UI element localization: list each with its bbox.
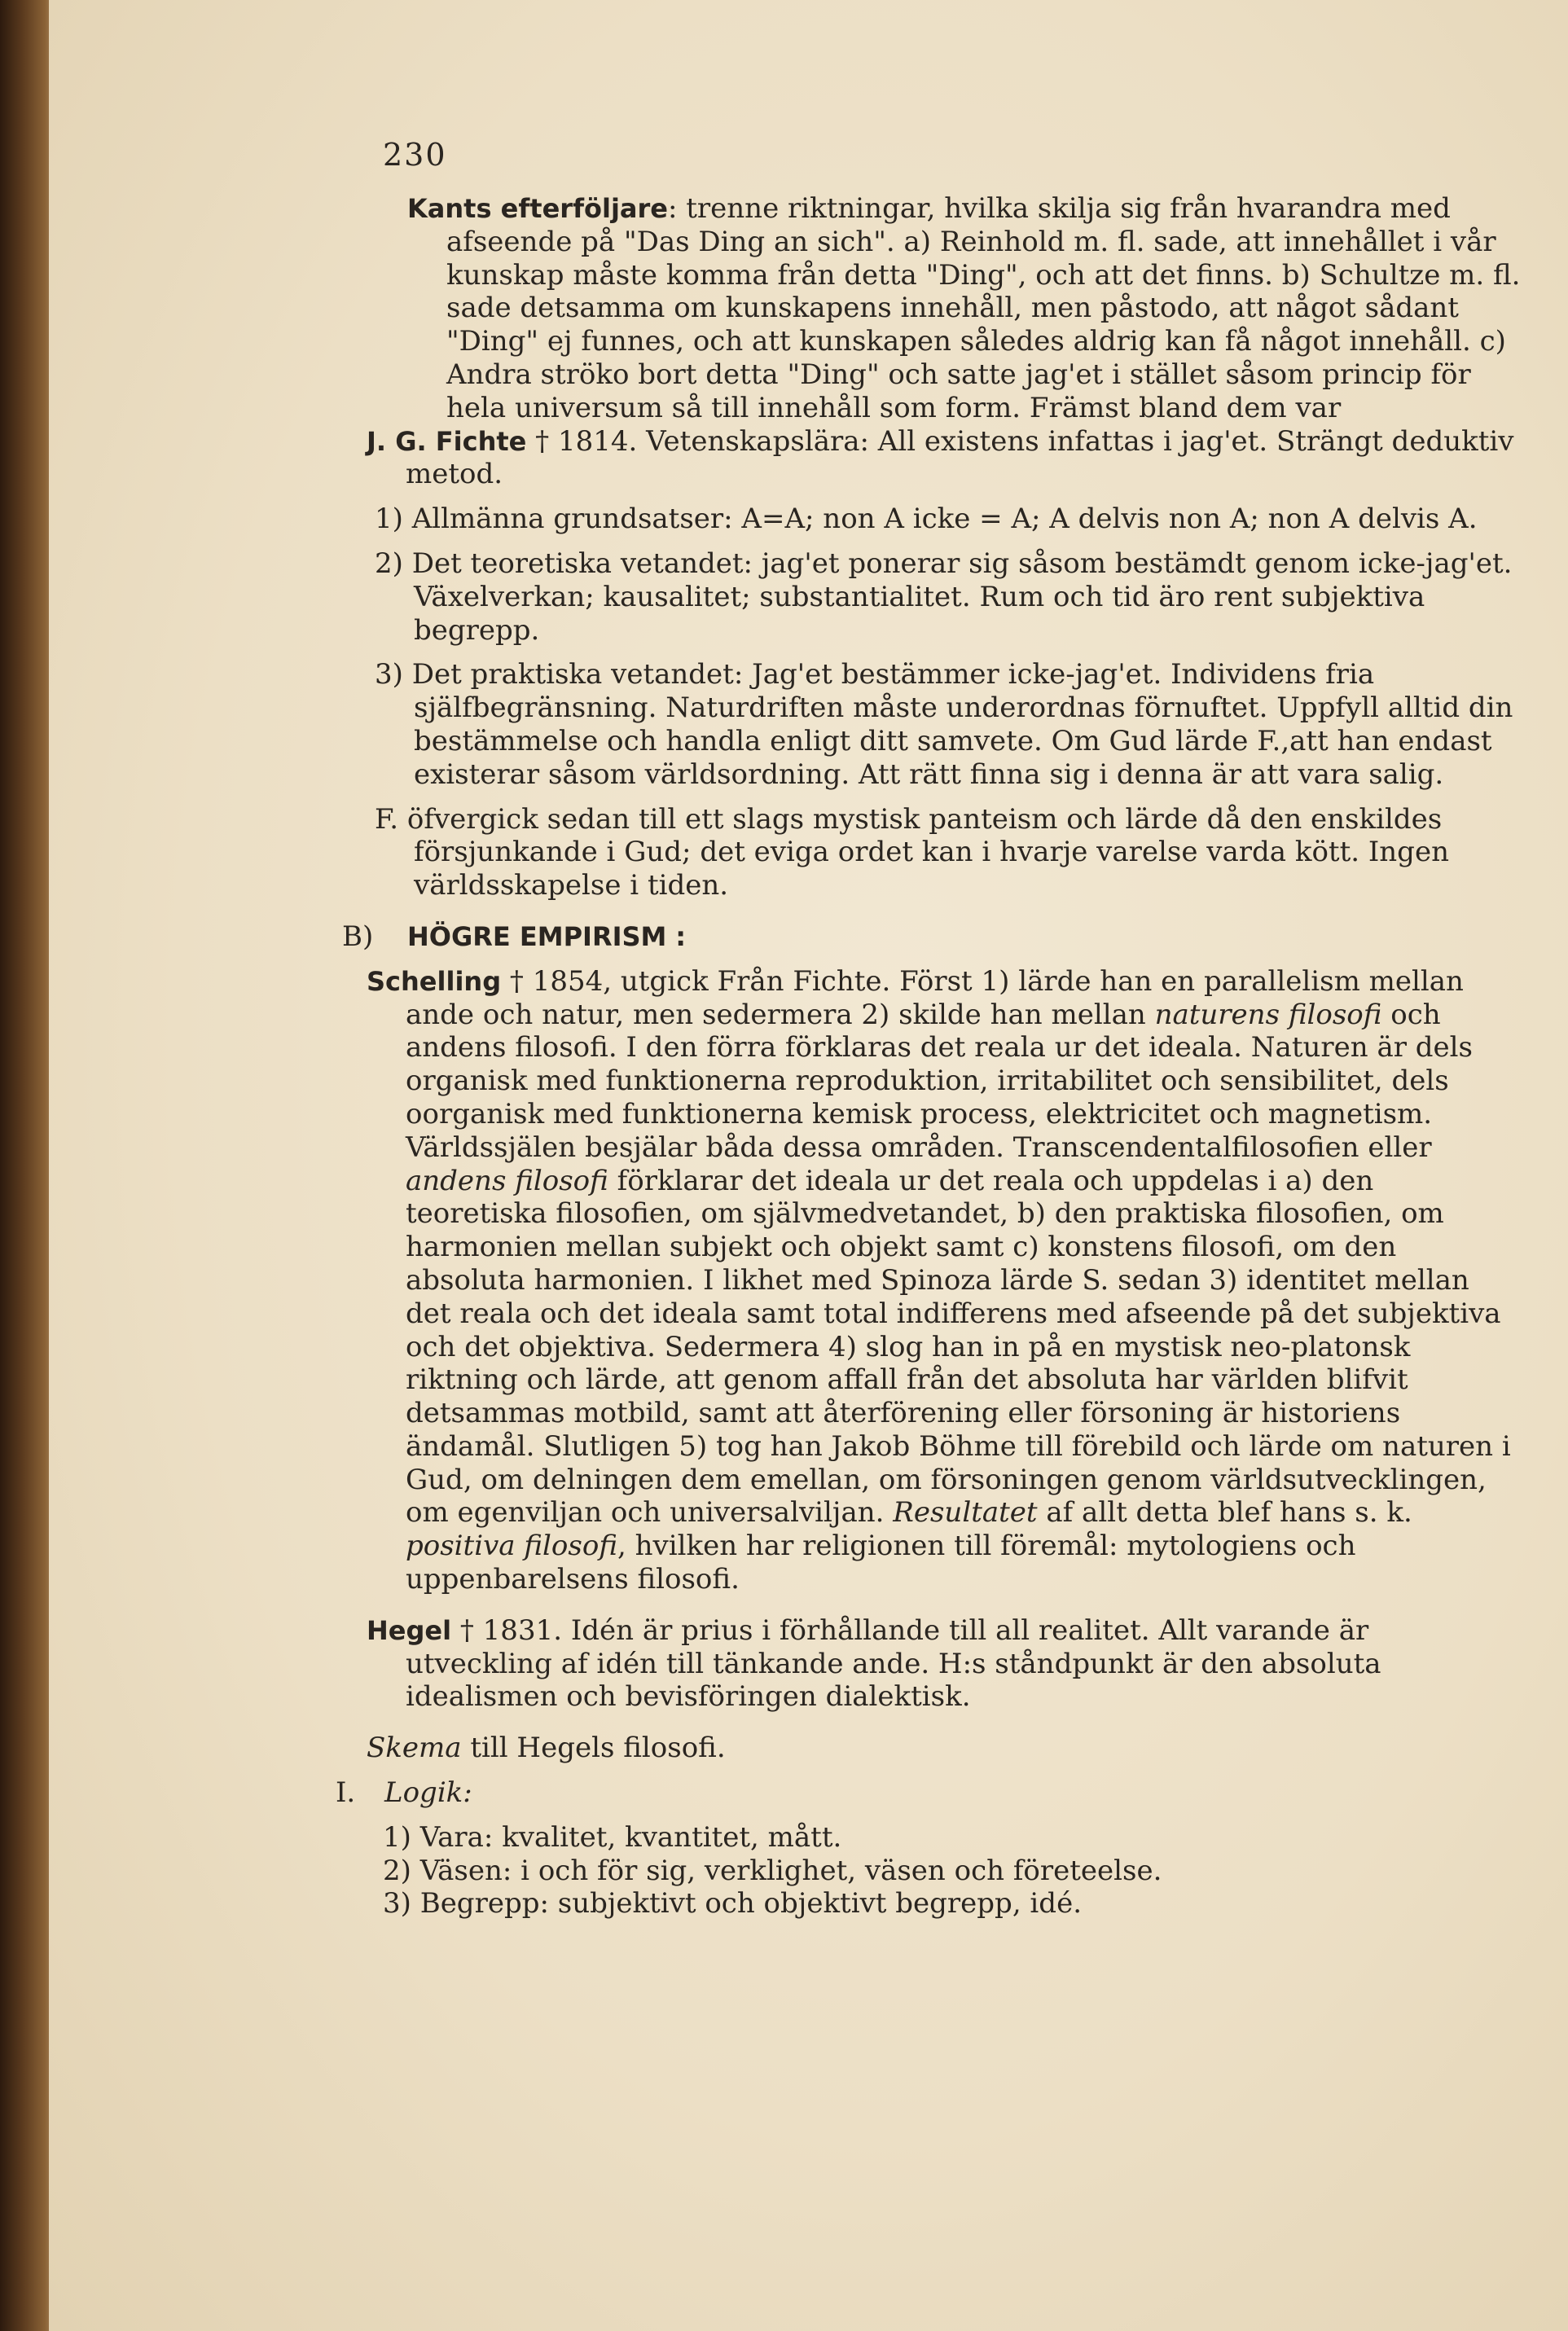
spacer	[407, 1810, 1523, 1821]
spacer	[407, 1765, 1523, 1776]
spacer	[407, 491, 1523, 503]
spacer	[407, 902, 1523, 920]
schelling-text-4: af allt detta blef hans s. k.	[1037, 1496, 1412, 1530]
logic-heading	[336, 1776, 1523, 1810]
schelling-italic-2: andens filosofi	[406, 1164, 608, 1197]
schelling-text-1: † 1854, utgick Från Fichte. Först 1) lärde han en parallelism mellan ande och natur, men sedermera 2) skilde han mellan	[406, 964, 1464, 1031]
schelling-italic-3: Resultatet	[893, 1496, 1038, 1530]
spacer	[407, 1714, 1523, 1732]
logic-item-2: 2) Väsen: i och för sig, verklighet, väsen och företeelse.	[383, 1854, 1162, 1887]
page-body	[336, 192, 1523, 1921]
schelling-text-3: förklarar det ideala ur det reala och uppdelas i a) den teoretiska filosofien, om självmedvetandet, b) den praktiska filosofien, om harmonien mellan subjekt och objekt samt c) konstens filosofi, om den absoluta harmonien. I likhet med Spinoza lärde S. sedan 3) identitet mellan det reala och det ideala samt total indifferens med afseende på det subjektiva och det objektiva. Sedermera 4) slog han in på en mystisk neo-platonsk riktning och lärde, att genom affall från det absoluta har världen blifvit detsammas motbild, samt att återförening eller försoning är historiens ändamål. Slutligen 5) tog han Jakob Böhme till förebild och lärde om naturen i Gud, om delningen dem emellan, om försoningen genom världsutvecklingen, om egenviljan och universalviljan.	[406, 1164, 1511, 1530]
schelling-text-5: , hvilken har religionen till föremål: mytologiens och uppenbarelsens filosofi.	[406, 1530, 1356, 1596]
schema-title-italic: Skema	[367, 1732, 462, 1765]
section-letter: B)	[342, 920, 374, 953]
schelling-italic-4: positiva filosofi	[406, 1530, 617, 1563]
book-page	[49, 0, 1568, 2331]
schema-title	[367, 1732, 1523, 1765]
spacer	[407, 954, 1523, 965]
fichte-point-2: 2) Det teoretiska vetandet: jag'et ponerar sig såsom bestämdt genom icke-jag'et. Växelverkan; kausalitet; substantialitet. Rum och tid äro rent subjektiva begrepp.	[375, 547, 1513, 647]
logic-item-1: 1) Vara: kvalitet, kvantitet, mått.	[383, 1820, 842, 1854]
schelling-italic-1: naturens filosofi	[1154, 998, 1382, 1031]
kant-label: Kants efterföljare	[407, 193, 668, 224]
spacer	[407, 536, 1523, 547]
section-heading	[342, 920, 1523, 954]
fichte-text: † 1814. Vetenskapslära: All existens infattas i jag'et. Strängt deduktiv metod.	[406, 424, 1514, 491]
schelling-paragraph	[367, 965, 1523, 1596]
fichte-paragraph	[367, 425, 1523, 492]
kant-paragraph	[407, 192, 1523, 425]
page-number: 230	[383, 137, 447, 173]
logic-number: I.	[336, 1776, 356, 1810]
fichte-point-1: 1) Allmänna grundsatser: A=A; non A icke = A; A delvis non A; non A delvis A.	[375, 503, 1478, 536]
schelling-text-2: och andens filosofi. I den förra förklaras det reala ur det ideala. Naturen är dels organisk med funktionerna reproduktion, irritabilitet och sensibilitet, dels oorganisk med funktionerna kemisk process, elektricitet och magnetism. Världssjälen besjälar båda dessa områden. Transcendentalfilosofien eller	[406, 998, 1473, 1164]
kant-text: : trenne riktningar, hvilka skilja sig från hvarandra med afseende på "Das Ding an sich". a) Reinhold m. fl. sade, att innehållet i vår kunskap måste komma från detta "Ding", och att det finns. b) Schultze m. fl. sade detsamma om kunskapens innehåll, men påstodo, att något sådant "Ding" ej funnes, och att kunskapen således aldrig kan få något innehåll. c) Andra ströko bort detta "Ding" och satte jag'et i stället såsom princip för hela universum så till innehåll som form. Främst bland dem var	[446, 192, 1521, 424]
section-title: HÖGRE EMPIRISM	[407, 920, 667, 952]
spacer	[407, 792, 1523, 803]
spacer	[407, 1596, 1523, 1614]
section-colon: :	[675, 920, 686, 952]
schelling-label: Schelling	[367, 965, 502, 997]
spacer	[407, 647, 1523, 658]
fichte-point-3: 3) Det praktiska vetandet: Jag'et bestämmer icke-jag'et. Individens fria själfbegränsning. Naturdriften måste underordnas förnuftet. Uppfyll alltid din bestämmelse och handla enligt ditt samvete. Om Gud lärde F.,att han endast existerar såsom världsordning. Att rätt finna sig i denna är att vara salig.	[375, 658, 1513, 791]
hegel-text: † 1831. Idén är prius i förhållande till all realitet. Allt varande är utveckling af idén till tänkande ande. H:s ståndpunkt är den absoluta idealismen och bevisföringen dialektisk.	[406, 1613, 1381, 1714]
hegel-paragraph	[367, 1614, 1523, 1714]
hegel-label: Hegel	[367, 1614, 452, 1646]
fichte-label: J. G. Fichte	[367, 425, 527, 457]
logic-item-3: 3) Begrepp: subjektivt och objektivt begrepp, idé.	[383, 1887, 1083, 1921]
fichte-closing: F. öfvergick sedan till ett slags mystisk panteism och lärde då den enskildes försjunkande i Gud; det eviga ordet kan i hvarje varelse varda kött. Ingen världsskapelse i tiden.	[375, 802, 1449, 902]
schema-title-rest: till Hegels filosofi.	[461, 1732, 726, 1765]
logic-label: Logik:	[384, 1776, 472, 1810]
